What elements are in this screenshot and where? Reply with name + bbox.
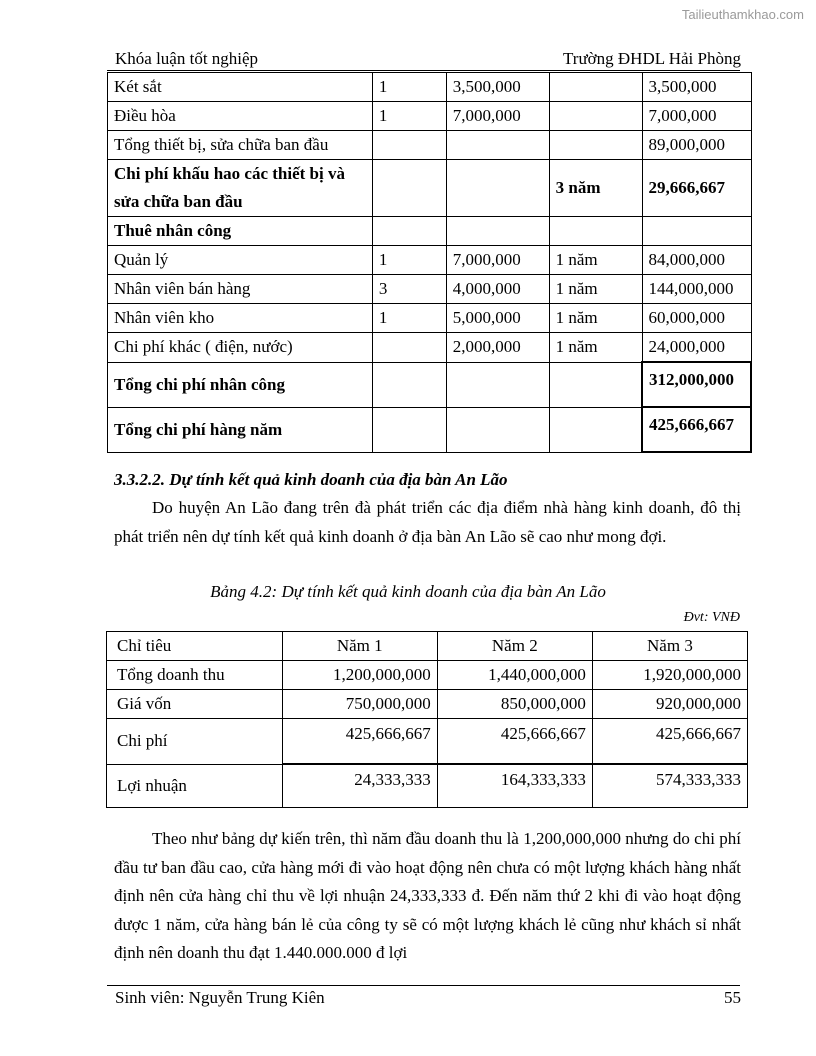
table-cell <box>446 217 549 246</box>
table-cell: 1 <box>372 246 446 275</box>
table-cell: 1 <box>372 102 446 131</box>
table-cell: 1,440,000,000 <box>437 661 592 690</box>
table-cell: 144,000,000 <box>642 275 751 304</box>
table-cell: Chi phí khác ( điện, nước) <box>108 333 373 363</box>
table-row <box>108 217 752 246</box>
footer-left: Sinh viên: Nguyễn Trung Kiên <box>115 988 325 1007</box>
table-cell: Nhân viên kho <box>108 304 373 333</box>
table-cell <box>372 217 446 246</box>
header-rule <box>107 70 740 71</box>
table-cell <box>446 160 549 217</box>
table-cell: 425,666,667 <box>282 719 437 765</box>
table-cell: 1,920,000,000 <box>592 661 747 690</box>
table-cell: Chi phí <box>107 719 283 765</box>
table-cell: 425,666,667 <box>642 407 751 452</box>
table-cell: Thuê nhân công <box>108 217 373 246</box>
header-right: Trường ĐHDL Hải Phòng <box>563 49 741 68</box>
paragraph-analysis <box>114 825 741 968</box>
table-cell: Két sắt <box>108 73 373 102</box>
table-header: Chỉ tiêu <box>107 632 283 661</box>
table-cell: 1 <box>372 73 446 102</box>
footer-rule <box>107 985 740 986</box>
watermark: Tailieuthamkhao.com <box>681 7 804 22</box>
table-row <box>108 160 752 217</box>
table-cell: Tổng thiết bị, sửa chữa ban đầu <box>108 131 373 160</box>
table-cell: 3,500,000 <box>642 73 751 102</box>
page-footer <box>115 988 741 1008</box>
table-cell: 1 năm <box>549 304 642 333</box>
table-row <box>108 246 752 275</box>
table-row <box>108 275 752 304</box>
table-cell: 29,666,667 <box>642 160 751 217</box>
table-cell <box>372 160 446 217</box>
table-cell <box>549 73 642 102</box>
table-cell: 7,000,000 <box>446 246 549 275</box>
table-cell: 5,000,000 <box>446 304 549 333</box>
table-cell: Điều hòa <box>108 102 373 131</box>
table-cell: Quản lý <box>108 246 373 275</box>
table-cell: 750,000,000 <box>282 690 437 719</box>
table-cell: 920,000,000 <box>592 690 747 719</box>
table-cell: 84,000,000 <box>642 246 751 275</box>
table-cell <box>549 102 642 131</box>
table-cell: 574,333,333 <box>592 764 747 808</box>
table-row <box>107 764 748 808</box>
table-header: Năm 1 <box>282 632 437 661</box>
table-cell <box>372 333 446 363</box>
table-cell <box>549 407 642 452</box>
table-cell: Tổng doanh thu <box>107 661 283 690</box>
table-cell: 24,333,333 <box>282 764 437 808</box>
table-cell: Tổng chi phí hàng năm <box>108 407 373 452</box>
table-cell: 1 năm <box>549 246 642 275</box>
table-cell: Giá vốn <box>107 690 283 719</box>
table-cell <box>372 131 446 160</box>
page-header <box>115 49 741 71</box>
table-cell: Nhân viên bán hàng <box>108 275 373 304</box>
table-caption: Bảng 4.2: Dự tính kết quả kinh doanh của địa bàn An Lão <box>210 582 606 601</box>
table-cell <box>446 362 549 407</box>
table-cell: 24,000,000 <box>642 333 751 363</box>
section-title: 3.3.2.2. Dự tính kết quả kinh doanh của địa bàn An Lão <box>114 470 508 489</box>
table-cell: 312,000,000 <box>642 362 751 407</box>
table-cell: Chi phí khấu hao các thiết bị và sửa chữa ban đầu <box>108 160 373 217</box>
table-cell <box>549 131 642 160</box>
table-cell: 1,200,000,000 <box>282 661 437 690</box>
table-row <box>107 719 748 765</box>
table-header-row <box>107 632 748 661</box>
table-header: Năm 3 <box>592 632 747 661</box>
table-cell: 2,000,000 <box>446 333 549 363</box>
table-row <box>108 73 752 102</box>
table-cell: 7,000,000 <box>642 102 751 131</box>
table-row <box>108 131 752 160</box>
table-row <box>107 690 748 719</box>
unit-label: Đvt: VNĐ <box>683 610 740 625</box>
table-cell: 3,500,000 <box>446 73 549 102</box>
cost-table <box>107 72 752 453</box>
table-cell: 1 năm <box>549 275 642 304</box>
page-number: 55 <box>724 988 741 1007</box>
table-cell: 89,000,000 <box>642 131 751 160</box>
table-cell <box>549 217 642 246</box>
table-cell: 425,666,667 <box>437 719 592 765</box>
table-cell: 850,000,000 <box>437 690 592 719</box>
table-cell: 3 năm <box>549 160 642 217</box>
table-cell <box>549 362 642 407</box>
table-row <box>107 661 748 690</box>
table-row <box>108 304 752 333</box>
paragraph-intro <box>114 494 741 551</box>
table-cell <box>446 407 549 452</box>
table-cell <box>642 217 751 246</box>
table-row <box>108 333 752 363</box>
table-cell <box>446 131 549 160</box>
table-cell: Tổng chi phí nhân công <box>108 362 373 407</box>
table-header: Năm 2 <box>437 632 592 661</box>
business-result-table <box>106 631 748 808</box>
table-cell: 7,000,000 <box>446 102 549 131</box>
table-cell: 3 <box>372 275 446 304</box>
table-cell: 425,666,667 <box>592 719 747 765</box>
table-row <box>108 407 752 452</box>
table-row <box>108 102 752 131</box>
table-cell: Lợi nhuận <box>107 764 283 808</box>
table-row <box>108 362 752 407</box>
paragraph-text: Do huyện An Lão đang trên đà phát triển các địa điểm nhà hàng kinh doanh, đô thị phát triển nên dự tính kết quả kinh doanh ở địa bàn An Lão sẽ cao như mong đợi. <box>114 498 741 546</box>
table-cell: 164,333,333 <box>437 764 592 808</box>
table-cell <box>372 407 446 452</box>
table-cell: 1 năm <box>549 333 642 363</box>
header-left: Khóa luận tốt nghiệp <box>115 49 259 68</box>
table-cell: 4,000,000 <box>446 275 549 304</box>
table-cell: 60,000,000 <box>642 304 751 333</box>
paragraph-text: Theo như bảng dự kiến trên, thì năm đầu doanh thu là 1,200,000,000 nhưng do chi phí đầu tư ban đầu cao, cửa hàng mới đi vào hoạt động nên chưa có một lượng khách hàng nhất định nên cửa hàng chỉ thu về lợi nhuận 24,333,333 đ. Đến năm thứ 2 khi đi vào hoạt động được 1 năm, cửa hàng bán lẻ của công ty sẽ có một lượng khách lẻ cũng như khách sỉ nhất định nên doanh thu đạt 1.440.000.000 đ lợi <box>114 829 741 962</box>
table-cell <box>372 362 446 407</box>
table-cell: 1 <box>372 304 446 333</box>
